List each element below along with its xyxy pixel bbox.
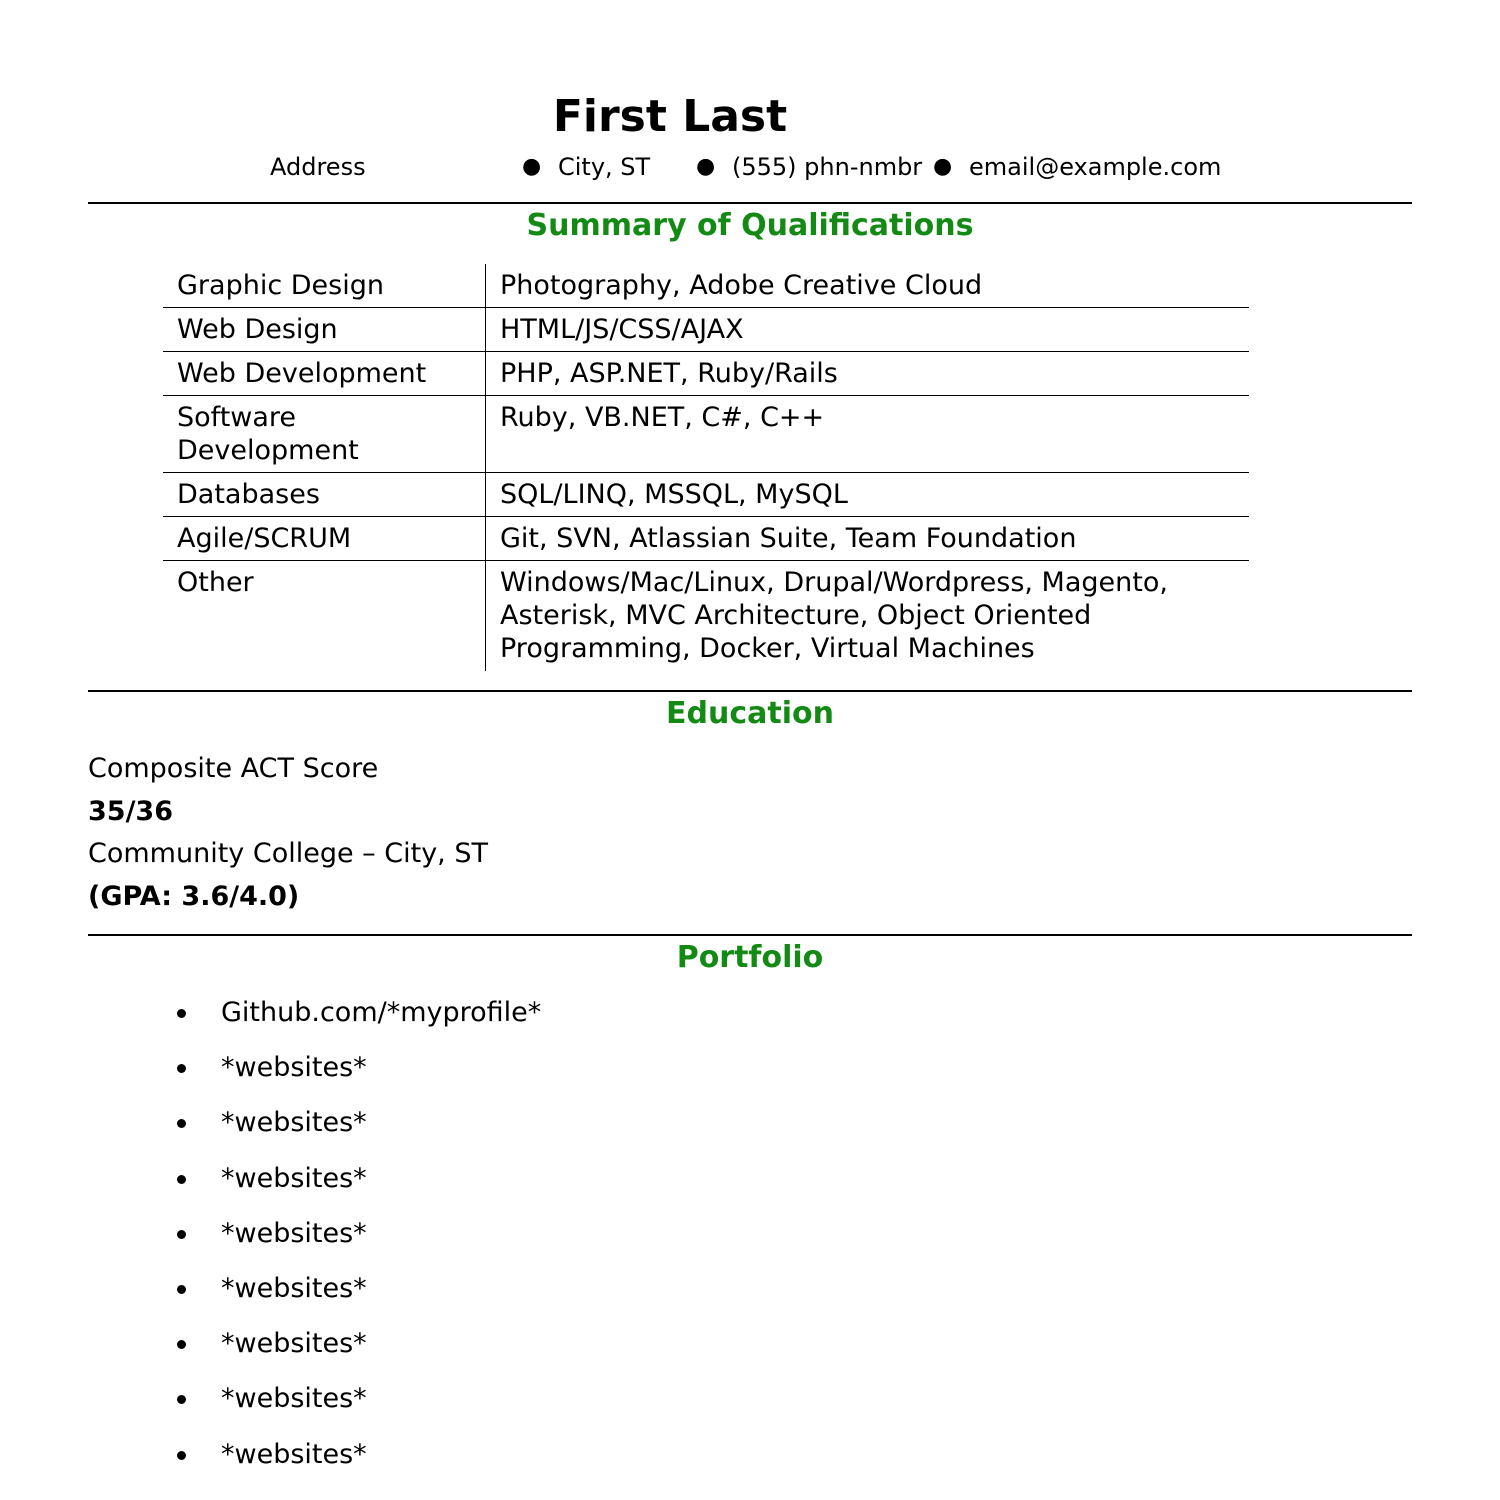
- portfolio-link[interactable]: *websites*: [221, 1438, 367, 1470]
- qualifications-table: [163, 264, 1249, 671]
- portfolio-link[interactable]: *websites*: [221, 1272, 367, 1304]
- bullet-icon: [177, 1064, 186, 1073]
- table-row: [163, 308, 1249, 352]
- list-item[interactable]: [175, 993, 541, 1048]
- summary-heading: Summary of Qualifications: [526, 208, 974, 243]
- skill-category: Web Design: [163, 308, 486, 352]
- contact-phone: (555) phn-nmbr: [732, 153, 923, 181]
- list-item[interactable]: [175, 1048, 541, 1103]
- skill-category: Databases: [163, 473, 486, 517]
- portfolio-link[interactable]: *websites*: [221, 1217, 367, 1249]
- act-score: 35/36: [88, 796, 174, 827]
- college-line: Community College – City, ST: [88, 838, 488, 869]
- section-divider: [88, 202, 1412, 204]
- section-divider: [88, 690, 1412, 692]
- contact-city: City, ST: [558, 153, 651, 181]
- skill-list: Ruby, VB.NET, C#, C++: [486, 396, 1250, 473]
- act-label: Composite ACT Score: [88, 753, 379, 784]
- skill-list: Photography, Adobe Creative Cloud: [486, 264, 1250, 308]
- portfolio-link[interactable]: Github.com/*myprofile*: [221, 997, 542, 1028]
- bullet-icon: [177, 1175, 186, 1184]
- list-item[interactable]: [175, 1269, 541, 1324]
- bullet-icon: [177, 1395, 186, 1404]
- list-item[interactable]: [175, 1159, 541, 1214]
- table-row: [163, 473, 1249, 517]
- contact-email: email@example.com: [969, 153, 1222, 181]
- table-row: [163, 264, 1249, 308]
- skill-list: PHP, ASP.NET, Ruby/Rails: [486, 352, 1250, 396]
- table-row: [163, 517, 1249, 561]
- section-divider: [88, 934, 1412, 936]
- skill-list: Windows/Mac/Linux, Drupal/Wordpress, Magento, Asterisk, MVC Architecture, Object Oriented Programming, Docker, Virtual Machines: [500, 567, 1168, 664]
- bullet-icon: [177, 1285, 186, 1294]
- gpa-line: (GPA: 3.6/4.0): [88, 881, 300, 912]
- skill-list: Git, SVN, Atlassian Suite, Team Foundation: [486, 517, 1250, 561]
- education-heading: Education: [666, 696, 834, 731]
- skill-list: HTML/JS/CSS/AJAX: [486, 308, 1250, 352]
- bullet-icon: [177, 1009, 186, 1018]
- portfolio-list: [175, 993, 541, 1490]
- skill-category: Web Development: [163, 352, 486, 396]
- portfolio-link[interactable]: *websites*: [221, 1052, 367, 1084]
- skill-category: Other: [163, 561, 486, 672]
- contact-line: [0, 150, 1500, 184]
- bullet-icon: [177, 1230, 186, 1239]
- bullet-icon: [177, 1340, 186, 1349]
- list-item[interactable]: [175, 1435, 541, 1490]
- skill-category: Software Development: [163, 396, 486, 473]
- resume-name: First Last: [552, 91, 788, 142]
- table-row: [163, 561, 1249, 672]
- table-row: [163, 352, 1249, 396]
- bullet-icon: ●: [696, 154, 716, 179]
- contact-address: Address: [270, 153, 366, 181]
- list-item[interactable]: [175, 1379, 541, 1434]
- list-item[interactable]: [175, 1324, 541, 1379]
- portfolio-link[interactable]: *websites*: [221, 1107, 367, 1139]
- list-item[interactable]: [175, 1103, 541, 1158]
- bullet-icon: ●: [522, 154, 542, 179]
- skill-category: Graphic Design: [163, 264, 486, 308]
- table-row: [163, 396, 1249, 473]
- portfolio-link[interactable]: *websites*: [221, 1328, 367, 1360]
- bullet-icon: [177, 1451, 186, 1460]
- portfolio-heading: Portfolio: [676, 940, 824, 975]
- skill-category: Agile/SCRUM: [163, 517, 486, 561]
- skill-list: SQL/LINQ, MSSQL, MySQL: [486, 473, 1250, 517]
- portfolio-link[interactable]: *websites*: [221, 1383, 367, 1415]
- bullet-icon: [177, 1119, 186, 1128]
- portfolio-link[interactable]: *websites*: [221, 1162, 367, 1194]
- list-item[interactable]: [175, 1214, 541, 1269]
- bullet-icon: ●: [933, 154, 953, 179]
